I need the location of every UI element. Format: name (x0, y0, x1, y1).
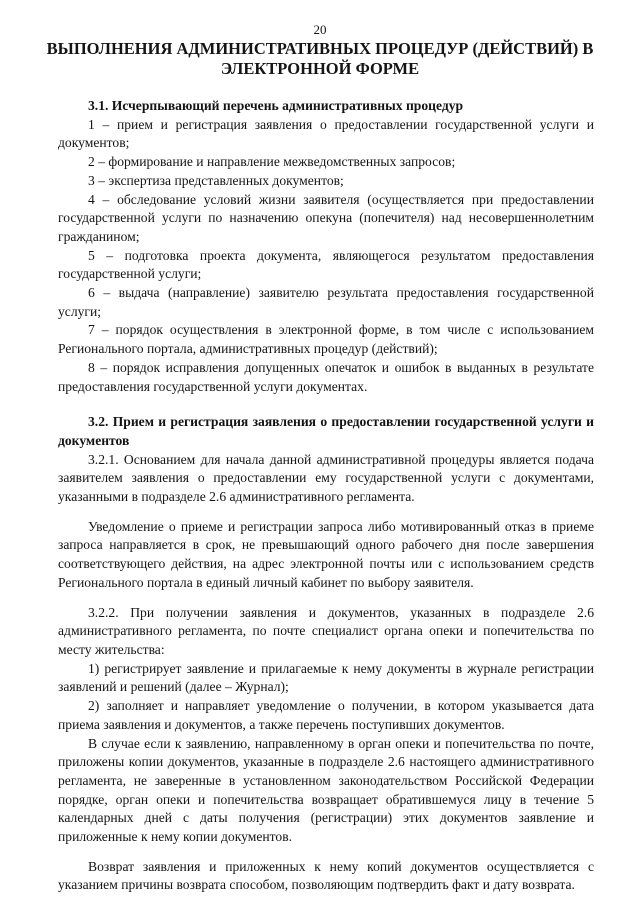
section-heading-3-1: 3.1. Исчерпывающий перечень административных процедур (88, 98, 464, 113)
page-number: 20 (313, 22, 327, 37)
paragraph: 1) регистрирует заявление и прилагаемые к нему документы в журнале регистрации заявлений и решений (далее – Журнал); (58, 660, 594, 695)
title-line-2: ЭЛЕКТРОННОЙ ФОРМЕ (220, 59, 420, 78)
list-item: 1 – прием и регистрация заявления о предоставлении государственной услуги и документов; (58, 116, 594, 151)
paragraph: Возврат заявления и приложенных к нему копий документов осуществляется с указанием причины возврата способом, позволяющим подтвердить факт и дату возврата. (58, 858, 594, 893)
paragraph: 3.2.2. При получении заявления и документов, указанных в подразделе 2.6 административного регламента, по почте специалист органа опеки и попечительства по месту жительства: (58, 604, 594, 657)
list-item: 3 – экспертиза представленных документов; (88, 172, 344, 188)
document-body (58, 97, 594, 895)
list-item: 5 – подготовка проекта документа, являющегося результатом предоставления государственной услуги; (58, 247, 594, 282)
list-item: 8 – порядок исправления допущенных опечаток и ошибок в выданных в результате предоставления государственной услуги документах. (58, 359, 594, 394)
paragraph: 2) заполняет и направляет уведомление о получении, в котором указывается дата приема заявления и документов, а также перечень поступивших документов. (58, 698, 594, 732)
page-title (40, 39, 600, 79)
title-line-1: ВЫПОЛНЕНИЯ АДМИНИСТРАТИВНЫХ ПРОЦЕДУР (ДЕЙСТВИЙ) В (46, 39, 594, 58)
list-item: 6 – выдача (направление) заявителю результата предоставления государственной услуги; (58, 285, 594, 319)
paragraph: Уведомление о приеме и регистрации запроса либо мотивированный отказ в приеме запроса направляется в срок, не превышающий одного рабочего дня после завершения соответствующего действия, на адрес электронной почты или с использованием средств Регионального портала в единый личный кабинет по выбору заявителя. (58, 518, 594, 590)
paragraph: 3.2.1. Основанием для начала данной административной процедуры является подача заявителем заявления о предоставлении ему государственной услуги с документами, указанными в подразделе 2.6 административного регламента. (58, 451, 594, 505)
list-item: 4 – обследование условий жизни заявителя (осуществляется при предоставлении государственной услуги по назначению опекуна (попечителя) над несовершеннолетним гражданином; (58, 191, 594, 244)
list-item: 2 – формирование и направление межведомственных запросов; (88, 154, 456, 170)
section-heading-3-2: 3.2. Прием и регистрация заявления о предоставлении государственной услуги и документов (58, 414, 594, 448)
list-item: 7 – порядок осуществления в электронной форме, в том числе с использованием Регионального портала, административных процедур (действий); (58, 322, 594, 357)
paragraph: В случае если к заявлению, направленному в орган опеки и попечительства по почте, приложены копии документов, указанные в подразделе 2.6 настоящего административного регламента, не заверенные в установленном законодательством Российской Федерации порядке, орган опеки и попечительства возвращает обратившемуся лицу в течение 5 календарных дней с даты получения (регистрации) этих документов заявление и приложенные к нему копии документов. (58, 735, 594, 845)
